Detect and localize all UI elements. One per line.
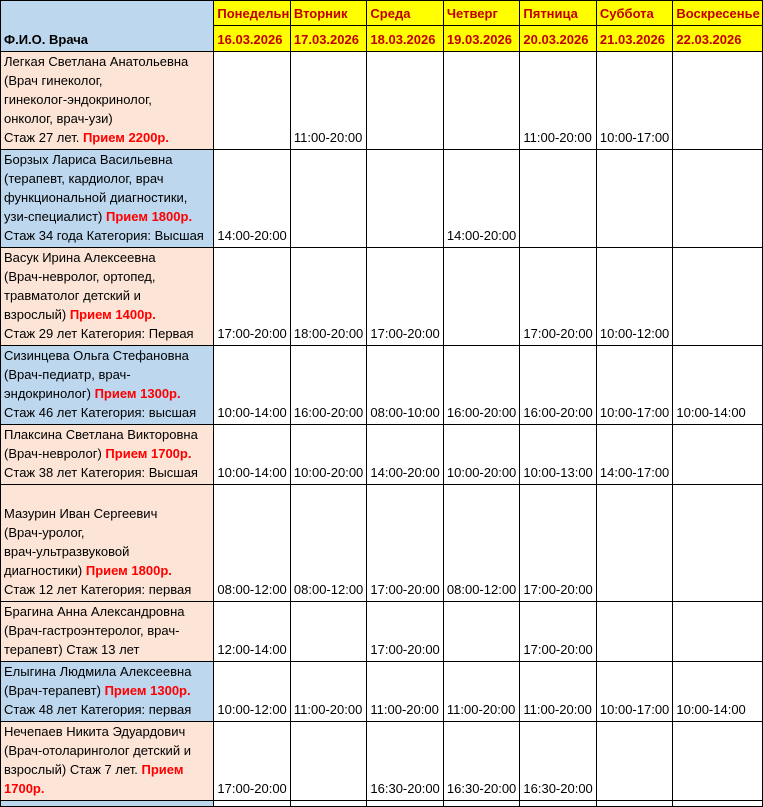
fio-header-cell[interactable]: Ф.И.О. Врача <box>1 1 214 52</box>
doctor-row <box>1 52 763 150</box>
doctor-text: Легкая Светлана Анатольевна <box>4 54 189 69</box>
schedule-time-cell[interactable] <box>367 150 444 248</box>
doctor-info-line <box>4 640 211 659</box>
schedule-time-cell[interactable] <box>673 602 763 662</box>
schedule-time-cell[interactable] <box>290 150 367 248</box>
doctor-row <box>1 346 763 425</box>
schedule-time-cell[interactable]: 10:00-14:00 <box>673 346 763 425</box>
schedule-header <box>1 1 763 52</box>
doctor-info-line <box>4 286 211 305</box>
doctor-text: Стаж 46 лет Категория: высшая <box>4 405 197 420</box>
doctor-text: травматолог детский и <box>4 288 141 303</box>
partial-doctor-cell[interactable] <box>1 801 214 807</box>
schedule-time-cell[interactable]: 17:00-20:00 <box>214 722 291 801</box>
schedule-time-cell[interactable]: 10:00-13:00 <box>520 425 597 485</box>
doctor-info-cell[interactable] <box>1 52 214 150</box>
date-header-wednesday[interactable]: 18.03.2026 <box>367 26 444 52</box>
doctor-info-line <box>4 621 211 640</box>
doctor-row <box>1 425 763 485</box>
date-header-tuesday[interactable]: 17.03.2026 <box>290 26 367 52</box>
doctor-text: узи-специалист) <box>4 209 107 224</box>
doctor-text: (Врач-гастроэнтеролог, врач- <box>4 623 180 638</box>
schedule-time-cell[interactable] <box>443 52 520 150</box>
schedule-time-cell[interactable] <box>673 425 763 485</box>
doctor-info-line <box>4 425 211 444</box>
doctor-info-line <box>4 523 211 542</box>
doctor-info-line <box>4 384 211 403</box>
date-header-saturday[interactable]: 21.03.2026 <box>596 26 673 52</box>
date-header-friday[interactable]: 20.03.2026 <box>520 26 597 52</box>
doctor-text: Стаж 34 года Категория: Высшая <box>4 228 204 243</box>
schedule-time-cell[interactable]: 11:00-20:00 <box>290 662 367 722</box>
schedule-time-cell[interactable]: 18:00-20:00 <box>290 248 367 346</box>
doctor-text: эндокринолог) <box>4 386 95 401</box>
doctor-row <box>1 602 763 662</box>
schedule-time-cell[interactable]: 17:00-20:00 <box>520 602 597 662</box>
doctor-text: Борзых Лариса Васильевна <box>4 152 173 167</box>
schedule-time-cell[interactable]: 16:30-20:00 <box>367 722 444 801</box>
schedule-time-cell[interactable] <box>596 485 673 602</box>
doctor-text: Стаж 38 лет Категория: Высшая <box>4 465 198 480</box>
doctor-info-line <box>4 561 211 580</box>
schedule-time-cell[interactable]: 16:30-20:00 <box>520 722 597 801</box>
doctor-info-line <box>4 580 211 599</box>
schedule-time-cell[interactable]: 14:00-17:00 <box>596 425 673 485</box>
schedule-time-cell[interactable] <box>673 248 763 346</box>
doctor-info-line <box>4 403 211 422</box>
doctor-text: Брагина Анна Александровна <box>4 604 185 619</box>
doctor-row <box>1 150 763 248</box>
schedule-time-cell[interactable]: 17:00-20:00 <box>520 248 597 346</box>
schedule-time-cell[interactable]: 16:30-20:00 <box>443 722 520 801</box>
schedule-time-cell[interactable]: 08:00-10:00 <box>367 346 444 425</box>
doctor-text: Стаж 12 лет Категория: первая <box>4 582 192 597</box>
schedule-body <box>1 52 763 801</box>
schedule-time-cell[interactable] <box>520 150 597 248</box>
price-text: Прием 2200р. <box>82 130 169 145</box>
day-header-thursday[interactable]: Четверг <box>443 1 520 26</box>
schedule-time-cell[interactable] <box>673 150 763 248</box>
schedule-time-cell[interactable]: 17:00-20:00 <box>367 485 444 602</box>
doctor-row <box>1 662 763 722</box>
schedule-time-cell[interactable]: 17:00-20:00 <box>214 248 291 346</box>
price-text: Прием 1400р. <box>69 307 156 322</box>
doctor-text: Мазурин Иван Сергеевич <box>4 506 158 521</box>
doctor-text: гинеколог-эндокринолог, <box>4 92 152 107</box>
doctor-info-line <box>4 741 211 760</box>
schedule-time-cell[interactable] <box>596 722 673 801</box>
day-header-wednesday[interactable]: Среда <box>367 1 444 26</box>
doctor-info-line <box>4 188 211 207</box>
schedule-time-cell[interactable]: 11:00-20:00 <box>443 662 520 722</box>
doctor-info-line <box>4 109 211 128</box>
doctor-info-line <box>4 779 211 798</box>
doctor-text: (терапевт, кардиолог, врач <box>4 171 164 186</box>
schedule-time-cell[interactable]: 08:00-12:00 <box>214 485 291 602</box>
doctor-text: Стаж 27 лет. <box>4 130 83 145</box>
doctor-info-cell[interactable] <box>1 150 214 248</box>
doctor-info-line <box>4 90 211 109</box>
doctor-text: Васук Ирина Алексеевна <box>4 250 156 265</box>
doctor-info-line <box>4 52 211 71</box>
date-header-thursday[interactable]: 19.03.2026 <box>443 26 520 52</box>
doctor-row <box>1 248 763 346</box>
doctor-text: (Врач-отоларинголог детский и <box>4 743 191 758</box>
schedule-time-cell[interactable] <box>214 52 291 150</box>
schedule-time-cell[interactable]: 10:00-20:00 <box>443 425 520 485</box>
schedule-time-cell[interactable]: 10:00-17:00 <box>596 346 673 425</box>
schedule-time-cell[interactable]: 10:00-14:00 <box>673 662 763 722</box>
schedule-time-cell[interactable]: 10:00-14:00 <box>214 346 291 425</box>
schedule-time-cell[interactable]: 11:00-20:00 <box>520 662 597 722</box>
doctor-info-line <box>4 248 211 267</box>
doctor-info-line <box>4 226 211 245</box>
schedule-time-cell[interactable]: 11:00-20:00 <box>520 52 597 150</box>
schedule-time-cell[interactable]: 10:00-14:00 <box>214 425 291 485</box>
doctor-info-line <box>4 602 211 621</box>
schedule-time-cell[interactable] <box>596 150 673 248</box>
schedule-time-cell[interactable]: 10:00-20:00 <box>290 425 367 485</box>
schedule-time-cell[interactable]: 16:00-20:00 <box>290 346 367 425</box>
partial-next-row <box>1 801 763 807</box>
doctor-text: взрослый) Стаж 7 лет. <box>4 762 142 777</box>
price-text: Прием <box>141 762 184 777</box>
doctor-text: Елыгина Людмила Алексеевна <box>4 664 192 679</box>
doctor-row <box>1 485 763 602</box>
doctor-info-line <box>4 444 211 463</box>
schedule-time-cell[interactable]: 10:00-17:00 <box>596 662 673 722</box>
doctor-text: (Врач-уролог, <box>4 525 85 540</box>
schedule-time-cell[interactable]: 17:00-20:00 <box>367 248 444 346</box>
doctor-info-line <box>4 346 211 365</box>
doctor-text: Нечепаев Никита Эдуардович <box>4 724 186 739</box>
schedule-time-cell[interactable] <box>673 52 763 150</box>
doctor-text: (Врач-педиатр, врач- <box>4 367 131 382</box>
doctor-info-line <box>4 324 211 343</box>
schedule-time-cell[interactable]: 12:00-14:00 <box>214 602 291 662</box>
doctor-text: (Врач гинеколог, <box>4 73 103 88</box>
schedule-time-cell[interactable] <box>443 248 520 346</box>
doctor-info-cell[interactable] <box>1 425 214 485</box>
doctor-text: (Врач-терапевт) <box>4 683 105 698</box>
schedule-time-cell[interactable]: 10:00-12:00 <box>596 248 673 346</box>
day-header-sunday[interactable]: Воскресенье <box>673 1 763 26</box>
doctor-text: диагностики) <box>4 563 86 578</box>
day-header-monday[interactable]: Понедельн <box>214 1 291 26</box>
doctor-info-cell[interactable] <box>1 722 214 801</box>
doctor-text: Стаж 29 лет Категория: Первая <box>4 326 194 341</box>
schedule-time-cell[interactable] <box>443 602 520 662</box>
price-text: Прием 1300р. <box>94 386 181 401</box>
price-text: Прием 1300р. <box>104 683 191 698</box>
schedule-time-cell[interactable] <box>367 52 444 150</box>
date-header-sunday[interactable]: 22.03.2026 <box>673 26 763 52</box>
schedule-time-cell[interactable]: 14:00-20:00 <box>443 150 520 248</box>
schedule-time-cell[interactable]: 11:00-20:00 <box>290 52 367 150</box>
doctor-info-line <box>4 542 211 561</box>
doctor-text: (Врач-невролог) <box>4 446 106 461</box>
doctor-text: онколог, врач-узи) <box>4 111 113 126</box>
schedule-time-cell[interactable]: 17:00-20:00 <box>367 602 444 662</box>
price-text: Прием 1700р. <box>105 446 192 461</box>
schedule-time-cell[interactable]: 08:00-12:00 <box>443 485 520 602</box>
doctor-row <box>1 722 763 801</box>
doctor-info-cell[interactable] <box>1 485 214 602</box>
doctor-text: врач-ультразвуковой <box>4 544 130 559</box>
doctor-text: Стаж 48 лет Категория: первая <box>4 702 192 717</box>
doctor-info-line <box>4 760 211 779</box>
doctor-info-line <box>4 71 211 90</box>
doctor-info-line <box>4 365 211 384</box>
price-text: Прием 1800р. <box>85 563 172 578</box>
doctor-info-line <box>4 662 211 681</box>
doctor-info-line <box>4 128 211 147</box>
price-text: Прием 1800р. <box>106 209 193 224</box>
doctor-info-cell[interactable] <box>1 662 214 722</box>
schedule-time-cell[interactable] <box>290 722 367 801</box>
day-header-tuesday[interactable]: Вторник <box>290 1 367 26</box>
header-day-row <box>1 1 763 26</box>
schedule-time-cell[interactable]: 17:00-20:00 <box>520 485 597 602</box>
doctor-info-line <box>4 485 211 504</box>
schedule-time-cell[interactable]: 16:00-20:00 <box>520 346 597 425</box>
schedule-time-cell[interactable]: 10:00-12:00 <box>214 662 291 722</box>
doctor-text: Сизинцева Ольга Стефановна <box>4 348 189 363</box>
doctor-info-line <box>4 305 211 324</box>
doctor-info-line <box>4 463 211 482</box>
doctor-info-line <box>4 207 211 226</box>
doctor-text: (Врач-невролог, ортопед, <box>4 269 156 284</box>
doctor-info-line <box>4 722 211 741</box>
doctor-text: терапевт) Стаж 13 лет <box>4 642 140 657</box>
schedule-time-cell[interactable] <box>673 485 763 602</box>
doctor-info-line <box>4 150 211 169</box>
doctor-text: функциональной диагностики, <box>4 190 188 205</box>
schedule-time-cell[interactable]: 08:00-12:00 <box>290 485 367 602</box>
doctor-info-line <box>4 700 211 719</box>
doctor-text: взрослый) <box>4 307 70 322</box>
schedule-time-cell[interactable] <box>673 722 763 801</box>
schedule-time-cell[interactable]: 11:00-20:00 <box>367 662 444 722</box>
doctor-info-line <box>4 169 211 188</box>
day-header-friday[interactable]: Пятница <box>520 1 597 26</box>
schedule-time-cell[interactable] <box>290 602 367 662</box>
price-text: 1700р. <box>4 781 45 796</box>
doctor-info-line <box>4 681 211 700</box>
doctor-info-cell[interactable] <box>1 248 214 346</box>
schedule-time-cell[interactable]: 16:00-20:00 <box>443 346 520 425</box>
schedule-time-cell[interactable]: 14:00-20:00 <box>214 150 291 248</box>
doctor-info-cell[interactable] <box>1 346 214 425</box>
date-header-monday[interactable]: 16.03.2026 <box>214 26 291 52</box>
doctor-info-cell[interactable] <box>1 602 214 662</box>
schedule-time-cell[interactable]: 10:00-17:00 <box>596 52 673 150</box>
schedule-time-cell[interactable] <box>596 602 673 662</box>
day-header-saturday[interactable]: Суббота <box>596 1 673 26</box>
doctor-info-line <box>4 267 211 286</box>
doctor-text: Плаксина Светлана Викторовна <box>4 427 198 442</box>
doctor-info-line <box>4 504 211 523</box>
schedule-time-cell[interactable]: 14:00-20:00 <box>367 425 444 485</box>
